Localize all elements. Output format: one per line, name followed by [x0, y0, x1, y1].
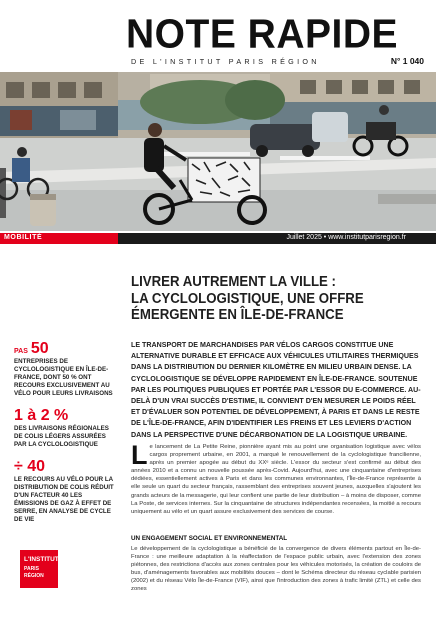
- headline-line-2: LA CYCLOLOGISTIQUE, UNE OFFRE: [131, 290, 364, 307]
- institut-paris-region-logo: [20, 550, 58, 588]
- category-label: MOBILITÉ: [4, 234, 43, 241]
- key-figure: [14, 340, 118, 398]
- article-headline: [131, 274, 407, 324]
- key-figure: [14, 407, 118, 449]
- date-bar: [118, 233, 436, 244]
- masthead: [0, 0, 436, 72]
- logo-line-1: L'INSTITUT: [24, 556, 59, 563]
- section-paragraph: Le développement de la cyclologistique a bénéficié de la convergence de divers éléments partout en Île-de-France : une meilleure adaptation à la réaffectation de l'espace public urbain, avec l'extension des zones piétonnes, des restrictions d'accès aux zones centrales pour les véhicules motorisés, la création de couloirs de bus, d'aménagements favorables aux mobilités douces – dont le Schéma directeur du réseau cyclable parisien (2002) et du réseau Vélo Île-de-France (VIF), ainsi que l'introduction des zones à trafic limité (ZTL) et celle des zones: [131, 546, 421, 593]
- category-bar: [0, 233, 118, 244]
- cover-photo: [0, 72, 436, 231]
- drop-cap: L: [131, 440, 148, 470]
- logo-line-2: PARIS: [24, 566, 39, 572]
- body-paragraph-text: e lancement de La Petite Reine, pionnière ayant mis au point une organisation logistique avec vélos cargos proprement urbaine, en 2001, a marqué le renouvellement de la cyclologistique francilienne, après un premier apogée au début du XXᵉ siècle. L'essor du secteur s'est confirmé au début des années 2010 et a connu un nouvelle poussée après-Covid. Aujourd'hui, avec une cinquantaine d'entreprises dédiées, essentiellement actives à Paris et dans les communes environnantes, l'Île-de-France représente à elle seule un quart du secteur français, rassemblant des entreprises souvent jeunes, auxquelles s'ajoutent les grands acteurs de la messagerie, qui leur confient une partie de leur distribution – à moins de disposer, comme La Poste, de services internes. Sur la cinquantaine de structures indépendantes recensées, la moitié a recours uniquement au vélo et un quart assure exclusivement des services de course.: [131, 444, 421, 515]
- date-and-website: Juillet 2025 • www.institutparisregion.fr: [286, 234, 406, 241]
- key-figure-text: LE RECOURS AU VÉLO POUR LA DISTRIBUTION DE COLIS RÉDUIT D'UN FACTEUR 40 LES ÉMISSIONS DE GAZ À EFFET DE SERRE, EN ANALYSE DE CYCLE DE VIE: [14, 476, 114, 523]
- key-figure-prefix: PAS: [14, 348, 28, 355]
- publication-title: NOTE RAPIDE: [126, 11, 399, 58]
- lead-paragraph: LE TRANSPORT DE MARCHANDISES PAR VÉLOS CARGOS CONSTITUE UNE ALTERNATIVE DURABLE ET EFFICACE AUX VÉHICULES UTILITAIRES THERMIQUES DANS LA DISTRIBUTION DU DERNIER KILOMÈTRE EN MILIEU URBAIN DENSE. LA CYCLOLOGISTIQUE SE DÉVELOPPE RAPIDEMENT EN ÎLE-DE-FRANCE. SOUTENUE PAR LES POLITIQUES PUBLIQUES ET PORTÉE PAR L'ESSOR DU E-COMMERCE. AU-DELÀ D'UN VRAI SUCCÈS D'ESTIME, IL CONVIENT D'EN MESURER LE POIDS RÉEL ET D'ÉVALUER SON POTENTIEL DE DÉVELOPPEMENT, À PARIS ET DANS LE RESTE DE L'ÎLE-DE-FRANCE, AFIN D'IDENTIFIER LES FREINS ET LES LEVIERS D'ACTION DANS LA PERSPECTIVE D'UNE DÉCARBONATION DE LA LOGISTIQUE URBAINE.: [131, 341, 421, 439]
- headline-line-3: ÉMERGENTE EN ÎLE-DE-FRANCE: [131, 307, 344, 323]
- logo-line-3: RÉGION: [24, 573, 44, 579]
- issue-number: N° 1 040: [390, 56, 424, 66]
- headline-line-1: LIVRER AUTREMENT LA VILLE :: [131, 274, 336, 290]
- key-figure-text: DES LIVRAISONS RÉGIONALES DE COLIS LÉGERS ASSURÉES PAR LA CYCLOLOGISTIQUE: [14, 425, 109, 448]
- key-figures: [14, 340, 118, 533]
- key-figure-value: 50: [30, 340, 49, 357]
- body-paragraph: [131, 440, 421, 516]
- publication-subtitle: DE L'INSTITUT PARIS RÉGION: [131, 57, 320, 66]
- section-heading: UN ENGAGEMENT SOCIAL ET ENVIRONNEMENTAL: [131, 535, 288, 542]
- cargo-bike-street-photo: [0, 72, 436, 231]
- key-figure-value: ÷ 40: [14, 458, 46, 475]
- key-figure: [14, 458, 118, 524]
- key-figure-value: 1 à 2 %: [14, 407, 69, 424]
- key-figure-text: ENTREPRISES DE CYCLOLOGISTIQUE EN ÎLE-DE-FRANCE, DONT 50 % ONT RECOURS EXCLUSIVEMENT AU VÉLO POUR LEURS LIVRAISONS: [14, 358, 113, 397]
